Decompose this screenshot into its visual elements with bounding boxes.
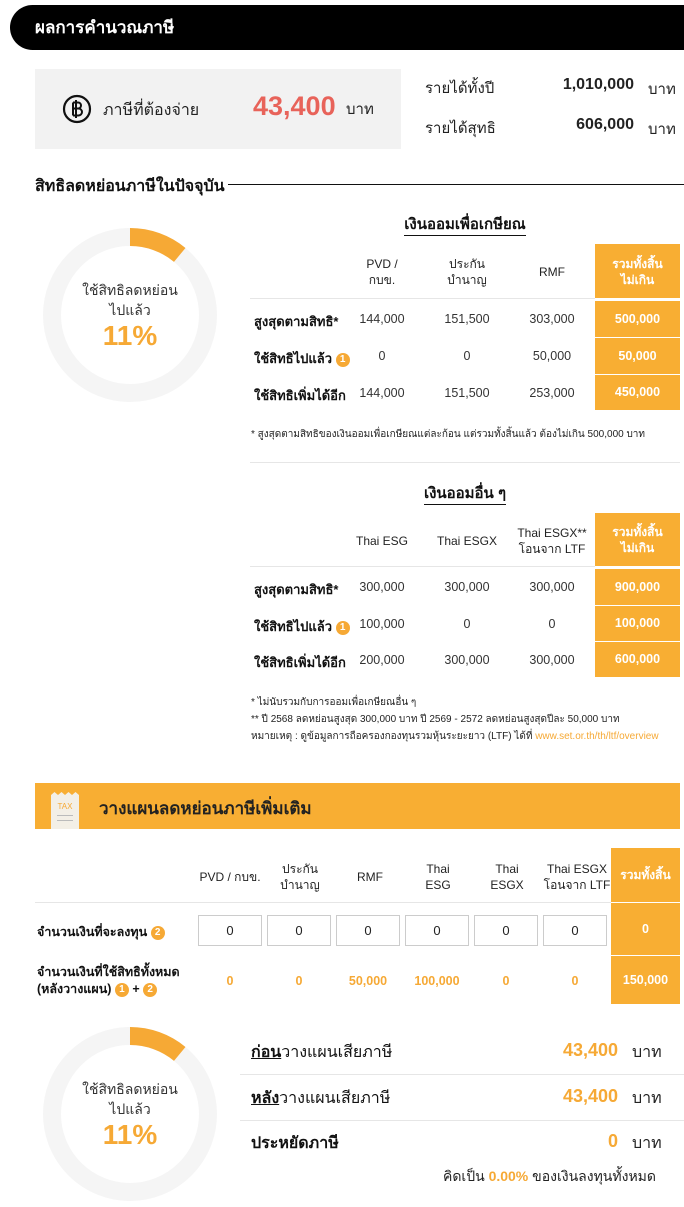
thai-esgx-ltf-amount-input[interactable]: 0 [543, 915, 607, 946]
cell: 50,000 [532, 349, 572, 363]
pension-amount-input[interactable]: 0 [267, 915, 331, 946]
before-plan-unit: บาท [632, 1044, 662, 1061]
rights-used-donut [40, 225, 220, 405]
tax-saved-value: 0 [607, 1131, 618, 1151]
thai-esg-amount-input[interactable]: 0 [405, 915, 469, 946]
before-plan-label: ก่อนวางแผนเสียภาษี [251, 1044, 393, 1061]
ltf-overview-link[interactable]: www.set.or.th/th/ltf/overview [535, 731, 659, 742]
used-thai-esg: 100,000 [414, 974, 460, 988]
plan-col-thai-esgx: Thai ESGX [490, 862, 524, 892]
cell: 100,000 [359, 617, 405, 631]
col-thai-esgx: Thai ESGX [436, 534, 498, 548]
plan-col-rmf: RMF [357, 870, 383, 884]
col-thai-esgx-ltf: Thai ESGX** โอนจาก LTF [517, 526, 587, 556]
invest-row-label: จำนวนเงินที่จะลงทุน 2 [37, 922, 165, 942]
table-row [250, 569, 680, 605]
cell: 0 [463, 617, 471, 631]
used-thai-esgx: 0 [502, 974, 510, 988]
annual-income-label: รายได้ทั้งปี [425, 80, 495, 97]
pvd-amount-input[interactable]: 0 [198, 915, 262, 946]
annual-income-value: 1,010,000 [562, 76, 634, 93]
retirement-note: * สูงสุดตามสิทธิของเงินออมเพื่อเกษียณแต่ละก้อน แต่รวมทั้งสิ้นแล้ว ต้องไม่เกิน 500,000 บาท [251, 429, 646, 440]
used-pvd: 0 [226, 974, 234, 988]
col-total: รวมทั้งสิ้น ไม่เกิน [595, 513, 680, 566]
result-donut [40, 1024, 220, 1204]
donut-label-2: ไปแล้ว [109, 1101, 151, 1117]
other-note-1: * ไม่นับรวมกับการออมเพื่อเกษียณอื่น ๆ [251, 697, 417, 708]
plan-col-pension: ประกัน บำนาญ [280, 862, 320, 892]
tax-receipt-icon [51, 791, 79, 829]
section-divider [250, 462, 680, 463]
planning-header [35, 783, 680, 829]
col-pension: ประกัน บำนาญ [447, 257, 487, 287]
table-divider [250, 298, 595, 299]
cell: 0 [548, 617, 556, 631]
retirement-title-wrap [250, 212, 680, 236]
col-pvd: PVD / กบข. [366, 257, 398, 287]
total-cell: 900,000 [595, 569, 680, 605]
cell: 151,500 [444, 386, 490, 400]
used-row-label: จำนวนเงินที่ใช้สิทธิทั้งหมด (หลังวางแผน) 1 + 2 [37, 965, 180, 996]
current-rights-title: สิทธิลดหย่อนภาษีในปัจจุบัน [35, 178, 225, 195]
tax-payable-box [35, 69, 401, 149]
other-title-wrap [250, 481, 680, 505]
donut-label-1: ใช้สิทธิลดหย่อน [82, 1081, 178, 1097]
svg-text:TAX: TAX [57, 802, 73, 811]
row-label: ใช้สิทธิไปแล้ว 1 [254, 616, 350, 637]
donut-label-1: ใช้สิทธิลดหย่อน [82, 282, 178, 298]
saving-ratio-value: 0.00% [488, 1168, 529, 1184]
results-title: ผลการคำนวณภาษี [35, 18, 175, 37]
used-total: 150,000 [611, 956, 680, 1004]
row-label: ใช้สิทธิเพิ่มได้อีก [254, 388, 346, 403]
cell: 253,000 [529, 386, 575, 400]
table-row [250, 606, 680, 641]
net-income-unit: บาท [648, 121, 676, 138]
col-total: รวมทั้งสิ้น ไม่เกิน [595, 244, 680, 298]
cell: 144,000 [359, 386, 405, 400]
badge-1: 1 [336, 621, 350, 635]
cell: 151,500 [444, 312, 490, 326]
plan-col-thai-esg: Thai ESG [425, 862, 451, 892]
donut-percent: 11% [102, 320, 158, 351]
row-label: ใช้สิทธิไปแล้ว 1 [254, 348, 350, 369]
badge-2: 2 [151, 926, 165, 940]
donut-label-2: ไปแล้ว [109, 302, 151, 318]
planning-title: วางแผนลดหย่อนภาษีเพิ่มเติม [99, 799, 312, 818]
tax-payable-value: 43,400 [253, 91, 336, 121]
cell: 300,000 [359, 580, 405, 594]
summary-divider [240, 1074, 684, 1075]
used-rmf: 50,000 [348, 974, 388, 988]
table-row [250, 301, 680, 337]
total-cell: 500,000 [595, 301, 680, 337]
table-divider [250, 566, 595, 567]
other-note-2: ** ปี 2568 ลดหย่อนสูงสุด 300,000 บาท ปี 2569 - 2572 ลดหย่อนสูงสุดปีละ 50,000 บาท [251, 714, 620, 725]
total-cell: 450,000 [595, 375, 680, 410]
tax-payable-label: ภาษีที่ต้องจ่าย [103, 102, 200, 119]
tax-saved-unit: บาท [632, 1135, 662, 1152]
retirement-title: เงินออมเพื่อเกษียณ [404, 216, 525, 236]
invest-total: 0 [611, 903, 680, 955]
used-pension: 0 [295, 974, 303, 988]
tax-saved-label: ประหยัดภาษี [251, 1135, 339, 1152]
plan-col-total: รวมทั้งสิ้น [611, 848, 680, 902]
table-row [250, 375, 680, 410]
section-divider [228, 184, 684, 185]
annual-income-unit: บาท [648, 81, 676, 98]
cell: 144,000 [359, 312, 405, 326]
thai-esgx-amount-input[interactable]: 0 [474, 915, 538, 946]
total-cell: 50,000 [595, 338, 680, 374]
retirement-table [250, 244, 680, 410]
cell: 200,000 [359, 653, 405, 667]
cell: 303,000 [529, 312, 575, 326]
badge-2: 2 [143, 983, 157, 997]
ltf-remark [251, 729, 659, 745]
summary-divider [240, 1120, 684, 1121]
baht-icon [62, 94, 92, 124]
cell: 0 [463, 349, 471, 363]
net-income-label: รายได้สุทธิ [425, 120, 496, 137]
plan-col-pvd: PVD / กบข. [199, 870, 261, 884]
used-thai-esgx-ltf: 0 [571, 974, 579, 988]
donut-percent: 11% [102, 1119, 158, 1150]
saving-ratio: คิดเป็น 0.00% ของเงินลงทุนทั้งหมด [442, 1168, 656, 1184]
other-savings-title: เงินออมอื่น ๆ [424, 485, 506, 505]
badge-1: 1 [336, 353, 350, 367]
after-plan-unit: บาท [632, 1090, 662, 1107]
remark-text: หมายเหตุ : ดูข้อมูลการถือครองกองทุนรวมหุ้นระยะยาว (LTF) ได้ที่ [251, 731, 536, 742]
row-label: สูงสุดตามสิทธิ* [254, 314, 339, 329]
col-rmf: RMF [539, 265, 565, 279]
col-thai-esg: Thai ESG [355, 534, 409, 548]
cell: 300,000 [529, 653, 575, 667]
plan-col-thai-esgx-ltf: Thai ESGX โอนจาก LTF [543, 862, 611, 892]
retirement-table-header [250, 244, 680, 298]
after-plan-value: 43,400 [562, 1086, 618, 1106]
badge-1: 1 [115, 983, 129, 997]
cell: 0 [378, 349, 386, 363]
cell: 300,000 [444, 580, 490, 594]
table-row [250, 642, 680, 677]
other-savings-table [250, 513, 680, 677]
row-label: ใช้สิทธิเพิ่มได้อีก [254, 655, 346, 670]
total-cell: 100,000 [595, 606, 680, 641]
table-divider [35, 902, 611, 903]
net-income-value: 606,000 [576, 116, 634, 133]
table-row [250, 338, 680, 374]
total-cell: 600,000 [595, 642, 680, 677]
after-plan-label: หลังวางแผนเสียภาษี [251, 1090, 391, 1107]
cell: 300,000 [444, 653, 490, 667]
before-plan-value: 43,400 [562, 1040, 618, 1060]
tax-payable-unit: บาท [346, 101, 374, 118]
cell: 300,000 [529, 580, 575, 594]
results-header [10, 5, 684, 50]
other-table-header [250, 513, 680, 566]
rmf-amount-input[interactable]: 0 [336, 915, 400, 946]
row-label: สูงสุดตามสิทธิ* [254, 582, 339, 597]
